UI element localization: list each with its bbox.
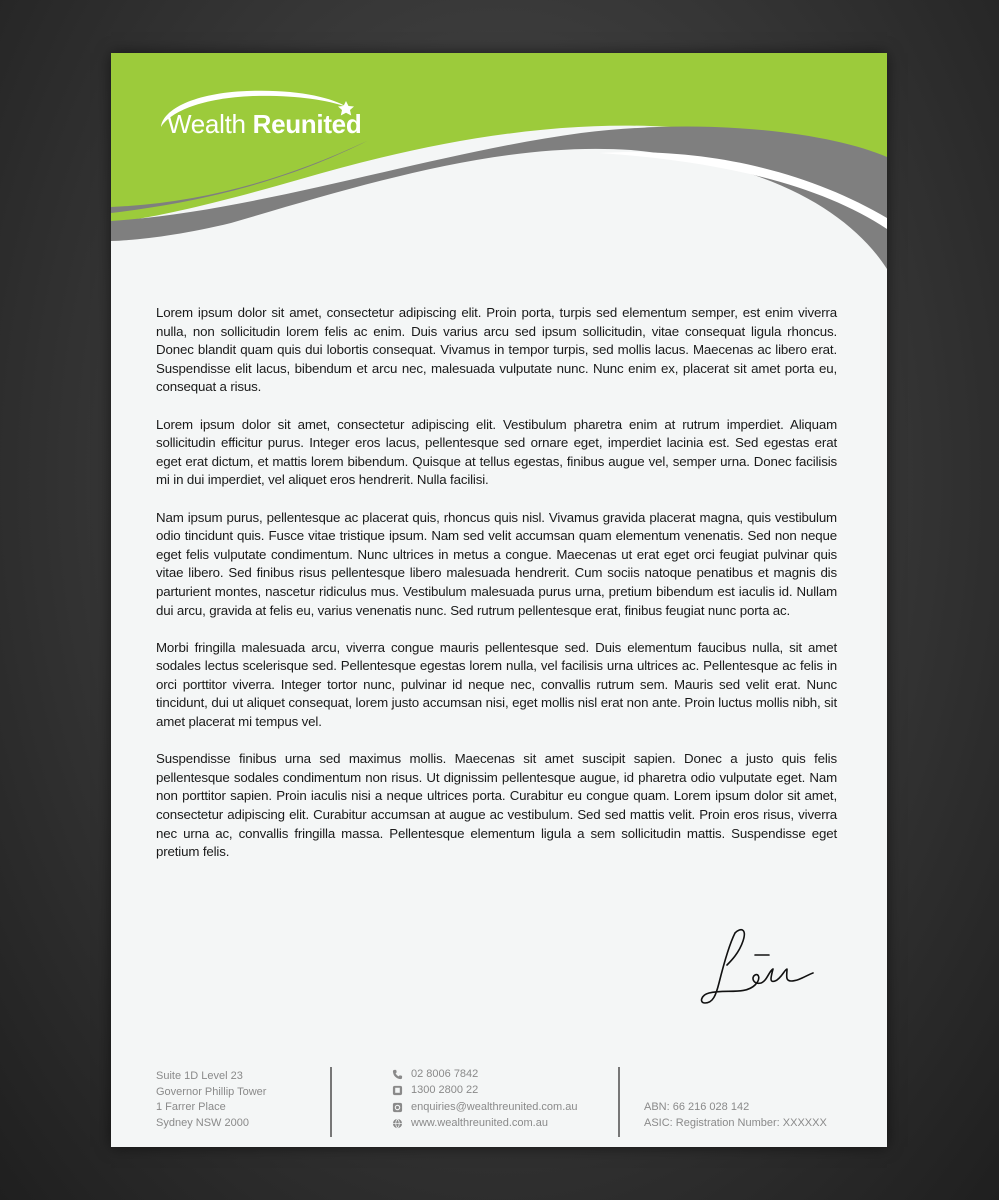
contact-phone-text[interactable]: 02 8006 7842 (411, 1067, 479, 1080)
letter-paragraph: Suspendisse finibus urna sed maximus mollis. Maecenas sit amet suscipit sapien. Donec a justo quis felis pellentesque sodales condimentum non risus. Ut dignissim pellentesque augue, id pharetra odio vulputate eget. Nam non porttitor sapien. Proin iaculis nisi a neque ultrices porta. Curabitur eu congue quam. Lorem ipsum dolor sit amet, consectetur adipiscing elit. Curabitur accumsan at augue ac vestibulum. Sed sed mattis velit. Proin eros risus, viverra nec urna ac, convallis fringilla massa. Pellentesque elementum ligula a sem sollicitudin mattis. Suspendisse eget pretium felis. (156, 751, 837, 860)
contact-website (392, 1116, 577, 1133)
logo-wordmark (167, 109, 361, 140)
email-icon (392, 1102, 403, 1113)
contact-phone (392, 1066, 577, 1083)
contact-website-text[interactable]: www.wealthreunited.com.au (411, 1117, 548, 1129)
logo-word-wealth: Wealth (167, 109, 246, 139)
contact-mobile (392, 1083, 577, 1100)
asic-registration: ASIC: Registration Number: XXXXXX (644, 1116, 827, 1129)
letter-paragraph: Morbi fringilla malesuada arcu, viverra congue mauris pellentesque sed. Duis elementum faucibus nulla, sit amet sodales lectus scelerisque sed. Pellentesque egestas lorem nulla, vel facilisis urna ultrices ac. Pellentesque ac felis in orci porttitor viverra. Integer tortor nunc, pulvinar id neque nec, convallis rutrum sem. Mauris sed velit erat. Nunc tincidunt, dui ut aliquet consequat, lorem justo accumsan nisi, eget mollis nisl erat non ante. Proin luctus mollis nibh, sit amet placerat mi tempus vel. (156, 639, 837, 730)
contact-list (392, 1066, 577, 1132)
letter-body (156, 304, 837, 880)
company-logo (155, 87, 405, 147)
company-registration (644, 1100, 827, 1131)
logo-word-reunited: Reunited (252, 109, 362, 139)
address-line: Governor Phillip Tower (156, 1085, 267, 1098)
contact-email (392, 1099, 577, 1116)
letter-paragraph: Lorem ipsum dolor sit amet, consectetur adipiscing elit. Vestibulum pharetra enim at rutrum imperdiet. Aliquam sollicitudin efficitur purus. Integer eros lacus, pellentesque sed ornare eget, imperdiet lacinia est. Sed egestas erat eget erat dictum, et mattis lorem bibendum. Quisque at tellus egestas, finibus augue vel, semper urna. Donec facilisis mi in dui imperdiet, vel aliquet eros hendrerit. Nulla facilisi. (156, 416, 837, 488)
letter-paragraph: Nam ipsum purus, pellentesque ac placerat quis, rhoncus quis nisl. Vivamus gravida placerat magna, quis vestibulum odio tincidunt quis. Fusce vitae tristique ipsum. Nam sed velit accumsan quam elementum venenatis. Sed non neque eget felis vulputate condimentum. Nunc ultrices in metus a congue. Maecenas ut erat eget orci feugiat pulvinar quis vitae libero. Sed finibus risus pellentesque libero malesuada hendrerit. Cum sociis natoque penatibus et magnis dis parturient montes, nascetur ridiculus mus. Vestibulum malesuada purus urna, pretium bibendum est iaculis id. Nullam dui arcu, gravida at felis eu, varius venenatis nunc. Sed rutrum pellentesque erat, finibus feugiat nunc porta ac. (156, 509, 837, 618)
footer-divider (618, 1067, 620, 1137)
phone-icon (392, 1069, 403, 1080)
contact-email-text[interactable]: enquiries@wealthreunited.com.au (411, 1100, 578, 1113)
globe-icon (392, 1118, 403, 1129)
company-address (156, 1069, 266, 1131)
letter-paragraph: Lorem ipsum dolor sit amet, consectetur adipiscing elit. Proin porta, turpis sed elementum semper, est enim viverra nulla, non sollicitudin lorem felis ac enim. Duis varius arcu sed ipsum sollicitudin, vitae consequat ligula rhoncus. Donec blandit quam quis dui lobortis consequat. Vivamus in tempor turpis, sed mollis lacus. Maecenas ac libero erat. Suspendisse elit lacus, bibendum et arcu nec, malesuada vulputate nunc. Nunc enim ex, placerat sit amet porta eu, consequat a risus. (156, 305, 837, 395)
address-line: Sydney NSW 2000 (156, 1116, 249, 1129)
abn-number: ABN: 66 216 028 142 (644, 1101, 750, 1113)
address-line: Suite 1D Level 23 (156, 1070, 243, 1082)
contact-mobile-text[interactable]: 1300 2800 22 (411, 1084, 479, 1096)
address-line: 1 Farrer Place (156, 1101, 226, 1113)
letterhead-page (111, 53, 887, 1147)
footer-divider (330, 1067, 332, 1137)
mobile-icon (392, 1085, 403, 1096)
handwritten-signature (695, 925, 825, 1015)
letter-footer (111, 1063, 887, 1143)
